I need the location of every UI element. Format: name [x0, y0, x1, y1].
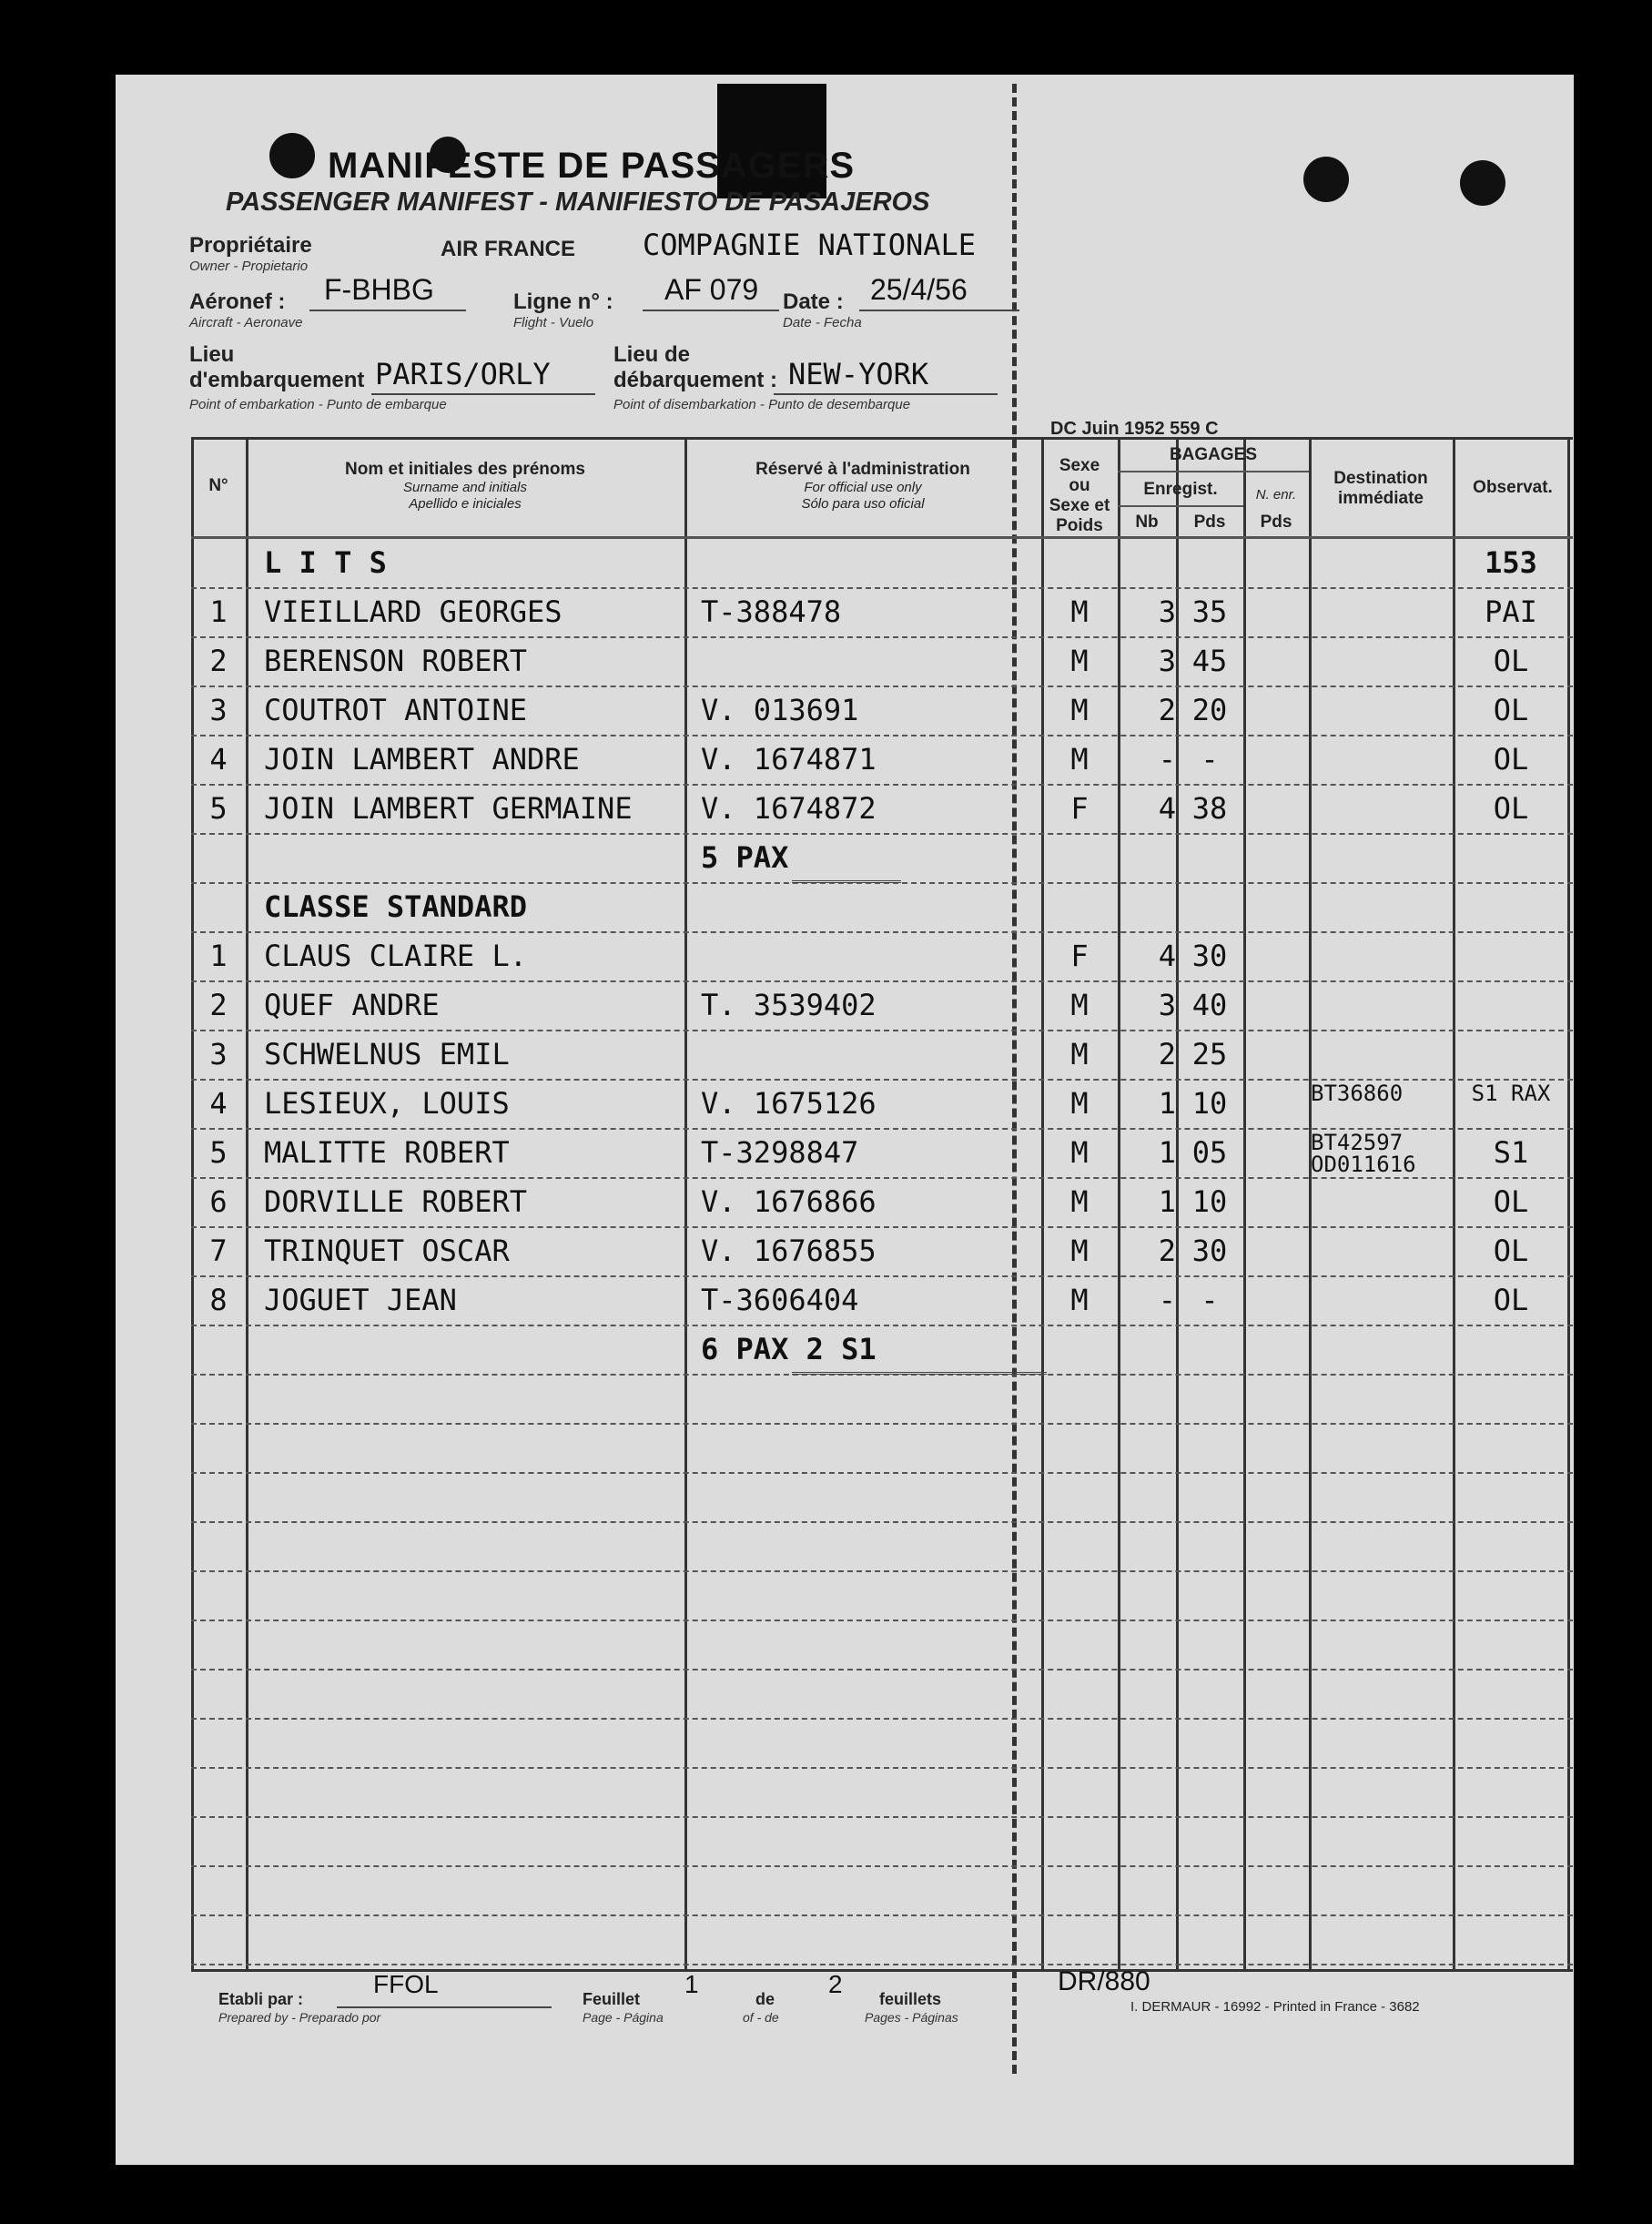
- header-admin: Réservé à l'administration For official use only Sólo para uso oficial: [755, 460, 970, 513]
- cell-nb: 3: [1158, 988, 1176, 1022]
- cell-sex: M: [1070, 1086, 1089, 1121]
- header-enregist: Enregist.: [1143, 480, 1218, 499]
- row-rule: [191, 1816, 1573, 1818]
- aircraft-value: F-BHBG: [324, 273, 434, 306]
- cell-no: 2: [209, 988, 228, 1022]
- aircraft-sublabel: Aircraft - Aeronave: [189, 315, 303, 330]
- cell-admin: V. 1676866: [701, 1184, 877, 1219]
- row-rule: [191, 1226, 1573, 1228]
- cell-admin: T-3606404: [701, 1283, 859, 1317]
- total-underline: [792, 1372, 1047, 1377]
- row-rule: [191, 685, 1573, 687]
- cell-obs: OL: [1493, 1234, 1529, 1268]
- cell-name: BERENSON ROBERT: [264, 644, 527, 678]
- cell-name: MALITTE ROBERT: [264, 1135, 510, 1170]
- cell-nb: -: [1158, 1283, 1176, 1317]
- row-rule: [191, 1718, 1573, 1720]
- cell-pds: 10: [1191, 1086, 1228, 1121]
- cell-dest: BT36860: [1311, 1081, 1404, 1106]
- line-number-value: AF 079: [664, 273, 759, 306]
- col-divider: [246, 440, 248, 1969]
- embark-underline: [371, 393, 595, 395]
- row-rule: [191, 1521, 1573, 1523]
- reference-number: DR/880: [1058, 1966, 1150, 1996]
- cell-nb: 1: [1158, 1086, 1176, 1121]
- enregist-divider: [1118, 505, 1243, 507]
- col-divider: [1309, 440, 1312, 1969]
- cell-sex: M: [1070, 594, 1089, 629]
- cell-obs: S1: [1493, 1135, 1529, 1170]
- row-rule: [191, 587, 1573, 589]
- cell-name: VIEILLARD GEORGES: [264, 594, 562, 629]
- row-rule: [191, 1914, 1573, 1916]
- form-footer: [191, 1966, 1573, 2030]
- sheet-label: Feuillet: [583, 1990, 641, 2008]
- line-number-underline: [643, 310, 779, 311]
- date-sublabel: Date - Fecha: [783, 315, 862, 330]
- header-nonenr: N. enr.: [1255, 487, 1297, 503]
- cell-admin: V. 1674872: [701, 791, 877, 826]
- disembark-underline: [774, 393, 998, 395]
- col-divider: [684, 440, 687, 1969]
- row-rule: [191, 636, 1573, 638]
- cell-sex: M: [1070, 988, 1089, 1022]
- cell-no: 3: [209, 693, 228, 727]
- disembark-value: NEW-YORK: [788, 357, 929, 391]
- cell-pds: 05: [1191, 1135, 1228, 1170]
- cell-pds: -: [1201, 1283, 1219, 1317]
- cell-sex: M: [1070, 1135, 1089, 1170]
- cell-pds: 25: [1191, 1037, 1228, 1071]
- cell-obs: OL: [1493, 644, 1529, 678]
- cell-nb: 2: [1158, 693, 1176, 727]
- punch-hole-icon: [269, 133, 315, 178]
- cell-no: 5: [209, 1135, 228, 1170]
- of-label: de: [755, 1990, 775, 2008]
- cell-admin: V. 1674871: [701, 742, 877, 777]
- cell-name: COUTROT ANTOINE: [264, 693, 527, 727]
- cell-admin: T. 3539402: [701, 988, 877, 1022]
- cell-name: JOGUET JEAN: [264, 1283, 457, 1317]
- cell-nb: 1: [1158, 1184, 1176, 1219]
- cell-name: JOIN LAMBERT ANDRE: [264, 742, 580, 777]
- cell-sex: F: [1070, 791, 1089, 826]
- disembark-label-line1: Lieu de: [613, 342, 691, 367]
- line-number-label: Ligne n° :: [513, 289, 613, 314]
- cell-sex: M: [1070, 693, 1089, 727]
- cell-obs: OL: [1493, 791, 1529, 826]
- cell-pds: 20: [1191, 693, 1228, 727]
- cell-nb: 1: [1158, 1135, 1176, 1170]
- cell-no: 4: [209, 742, 228, 777]
- cell-pds: 45: [1191, 644, 1228, 678]
- cell-obs: OL: [1493, 742, 1529, 777]
- established-sublabel: Prepared by - Preparado por: [218, 2010, 381, 2025]
- airline-label: AIR FRANCE: [441, 237, 575, 261]
- form-edition: DC Juin 1952 559 C: [1050, 419, 1219, 439]
- header-nb: Nb: [1135, 513, 1159, 532]
- cell-nb: -: [1158, 742, 1176, 777]
- cell-sex: M: [1070, 1283, 1089, 1317]
- cell-nb: 2: [1158, 1234, 1176, 1268]
- embark-sublabel: Point of embarkation - Punto de embarque: [189, 397, 447, 412]
- row-rule: [191, 1767, 1573, 1769]
- cell-pds: 30: [1191, 1234, 1228, 1268]
- title-english-spanish: PASSENGER MANIFEST - MANIFIESTO DE PASAJEROS: [226, 188, 930, 217]
- established-underline: [337, 2006, 552, 2008]
- date-label: Date :: [783, 289, 844, 314]
- cell-sex: M: [1070, 1234, 1089, 1268]
- disembark-sublabel: Point of disembarkation - Punto de desembarque: [613, 397, 911, 412]
- date-value: 25/4/56: [870, 273, 968, 306]
- row-rule: [191, 1325, 1573, 1326]
- aircraft-label: Aéronef :: [189, 289, 286, 314]
- row-rule: [191, 735, 1573, 736]
- date-underline: [859, 310, 1019, 311]
- owner-value: COMPAGNIE NATIONALE: [643, 228, 977, 262]
- cell-name: DORVILLE ROBERT: [264, 1184, 527, 1219]
- printer-credit: I. DERMAUR - 16992 - Printed in France - 3682: [1130, 1999, 1420, 2015]
- of-sublabel: of - de: [743, 2010, 779, 2025]
- row-rule: [191, 1030, 1573, 1031]
- aircraft-underline: [309, 310, 466, 311]
- owner-sublabel: Owner - Propietario: [189, 259, 309, 274]
- row-rule: [191, 980, 1573, 982]
- header-no: N°: [208, 476, 228, 495]
- cell-obs: 153: [1485, 545, 1537, 580]
- cell-pds: 10: [1191, 1184, 1228, 1219]
- cell-obs: OL: [1493, 1184, 1529, 1219]
- cell-admin: T-3298847: [701, 1135, 859, 1170]
- line-number-sublabel: Flight - Vuelo: [513, 315, 594, 330]
- row-rule: [191, 1570, 1573, 1572]
- bagages-divider: [1118, 471, 1309, 472]
- header-bottom-line: [191, 536, 1573, 539]
- sheet-sublabel: Page - Página: [583, 2010, 664, 2025]
- title-french: MANIFESTE DE PASSAGERS: [328, 146, 856, 186]
- header-observations: Observat.: [1473, 478, 1553, 497]
- cell-admin: V. 013691: [701, 693, 859, 727]
- cell-obs: PAI: [1485, 594, 1537, 629]
- cell-no: 1: [209, 939, 228, 973]
- row-rule: [191, 1472, 1573, 1474]
- header-sex: Sexe ou Sexe et Poids: [1049, 456, 1110, 535]
- cell-no: 1: [209, 594, 228, 629]
- passenger-table: [191, 437, 1573, 1972]
- cell-no: 5: [209, 791, 228, 826]
- cell-nb: 2: [1158, 1037, 1176, 1071]
- cell-sex: M: [1070, 742, 1089, 777]
- punch-hole-icon: [1303, 157, 1349, 202]
- cell-no: 7: [209, 1234, 228, 1268]
- cell-sex: F: [1070, 939, 1089, 973]
- row-rule: [191, 1964, 1573, 1965]
- sheet-value: 1: [684, 1970, 699, 1998]
- cell-admin: V. 1675126: [701, 1086, 877, 1121]
- cell-no: 8: [209, 1283, 228, 1317]
- cell-admin: 6 PAX 2 S1: [701, 1332, 877, 1366]
- cell-no: 4: [209, 1086, 228, 1121]
- established-value: FFOL: [373, 1970, 439, 1998]
- row-rule: [191, 1423, 1573, 1425]
- row-rule: [191, 833, 1573, 835]
- row-rule: [191, 1275, 1573, 1277]
- punch-hole-icon: [1460, 160, 1505, 206]
- cell-name: TRINQUET OSCAR: [264, 1234, 510, 1268]
- sheets-sublabel: Pages - Páginas: [865, 2010, 958, 2025]
- header-name: Nom et initiales des prénoms Surname and initials Apellido e iniciales: [345, 460, 585, 513]
- cell-admin: 5 PAX: [701, 840, 789, 875]
- embark-label-line1: Lieu: [189, 342, 235, 367]
- cell-no: 6: [209, 1184, 228, 1219]
- cell-pds: 35: [1191, 594, 1228, 629]
- cell-pds: 40: [1191, 988, 1228, 1022]
- cell-name: QUEF ANDRE: [264, 988, 440, 1022]
- row-rule: [191, 1620, 1573, 1621]
- header-pds2: Pds: [1260, 513, 1292, 532]
- cell-sex: M: [1070, 1037, 1089, 1071]
- cell-obs: OL: [1493, 693, 1529, 727]
- cell-no: 3: [209, 1037, 228, 1071]
- cell-name: CLAUS CLAIRE L.: [264, 939, 527, 973]
- cell-pds: -: [1201, 742, 1219, 777]
- row-rule: [191, 1669, 1573, 1671]
- cell-nb: 3: [1158, 644, 1176, 678]
- of-value: 2: [828, 1970, 843, 1998]
- cell-name: LESIEUX, LOUIS: [264, 1086, 510, 1121]
- cell-obs: OL: [1493, 1283, 1529, 1317]
- cell-obs: S1 RAX: [1471, 1081, 1551, 1106]
- cell-no: 2: [209, 644, 228, 678]
- cell-dest: BT42597 OD011616: [1311, 1130, 1416, 1177]
- col-divider: [1567, 440, 1570, 1969]
- cell-pds: 38: [1191, 791, 1228, 826]
- embark-label-line2: d'embarquement: [189, 368, 365, 392]
- cell-sex: M: [1070, 1184, 1089, 1219]
- cell-name: CLASSE STANDARD: [264, 889, 527, 924]
- disembark-label-line2: débarquement :: [613, 368, 778, 392]
- owner-label: Propriétaire: [189, 233, 312, 258]
- col-divider: [1243, 440, 1246, 1969]
- row-rule: [191, 931, 1573, 933]
- established-label: Etabli par :: [218, 1990, 304, 2008]
- row-rule: [191, 1177, 1573, 1179]
- cell-sex: M: [1070, 644, 1089, 678]
- embark-value: PARIS/ORLY: [375, 357, 551, 391]
- cell-admin: V. 1676855: [701, 1234, 877, 1268]
- sheets-label: feuillets: [879, 1990, 942, 2008]
- cell-name: JOIN LAMBERT GERMAINE: [264, 791, 633, 826]
- cell-nb: 4: [1158, 791, 1176, 826]
- cell-nb: 3: [1158, 594, 1176, 629]
- header-bagages: BAGAGES: [1169, 445, 1258, 464]
- cell-admin: T-388478: [701, 594, 842, 629]
- cell-pds: 30: [1191, 939, 1228, 973]
- row-rule: [191, 784, 1573, 786]
- cell-name: L I T S: [264, 545, 387, 580]
- total-underline: [792, 880, 901, 886]
- row-rule: [191, 1865, 1573, 1867]
- header-pds: Pds: [1193, 513, 1226, 532]
- cell-nb: 4: [1158, 939, 1176, 973]
- cell-name: SCHWELNUS EMIL: [264, 1037, 510, 1071]
- header-destination: Destination immédiate: [1333, 469, 1428, 508]
